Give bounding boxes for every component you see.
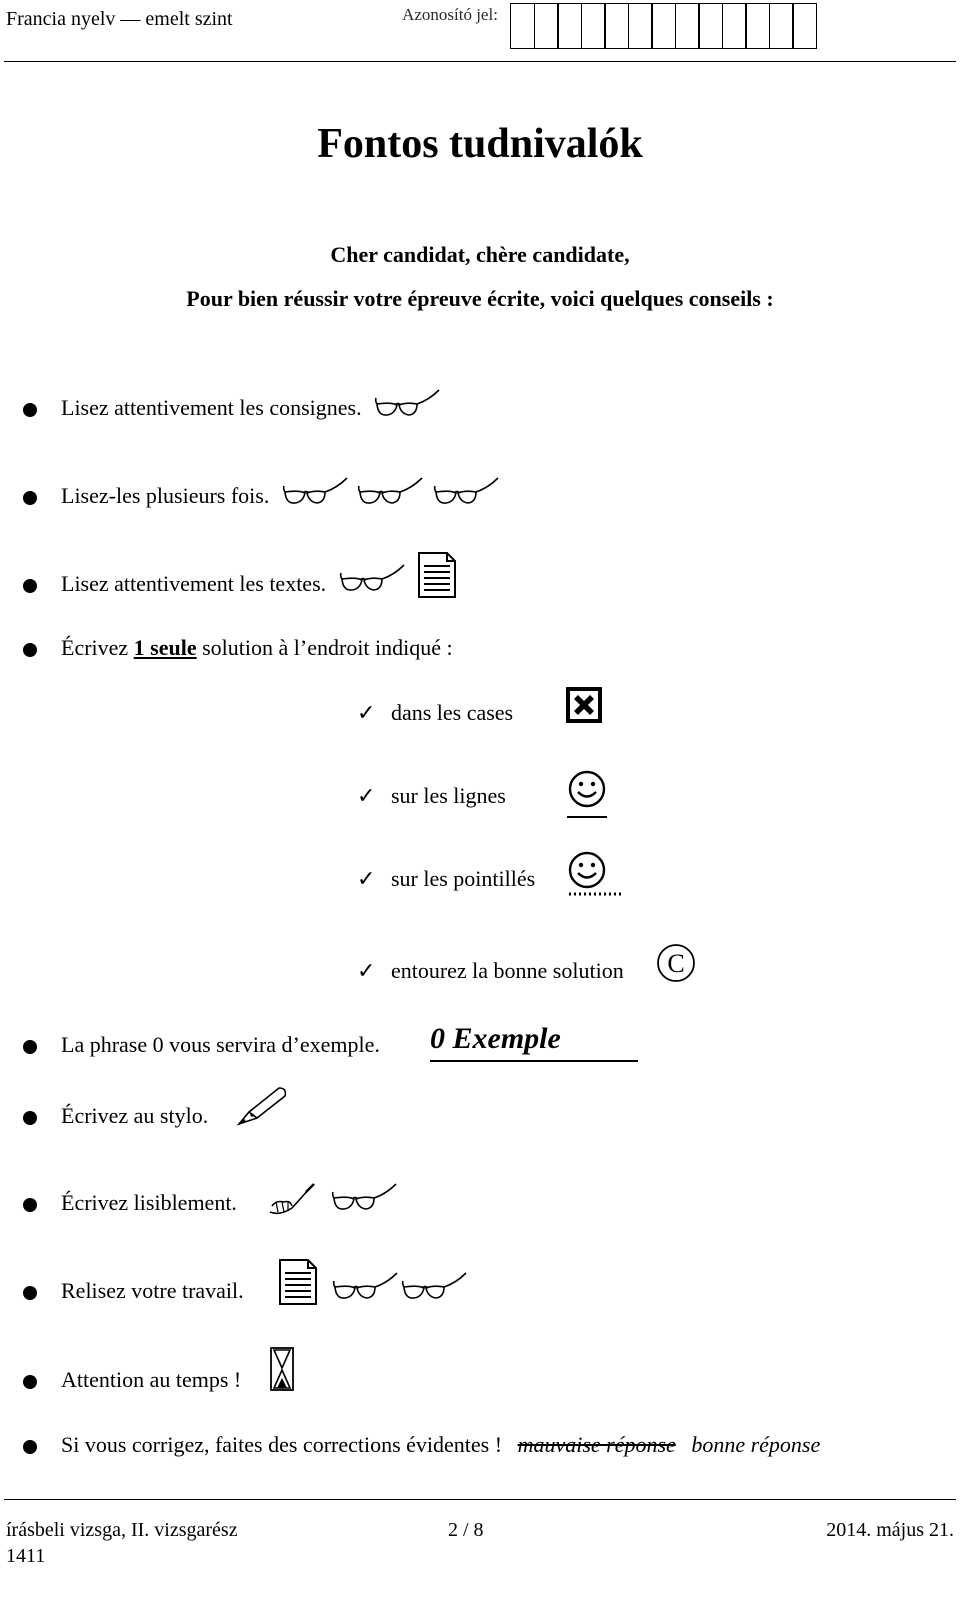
smiley-icon [565,767,609,819]
id-digit-box[interactable] [722,3,747,49]
glasses-icon [331,1271,401,1301]
item-pen: Écrivez au stylo. [61,1103,209,1128]
footer-date: 2014. május 21. [826,1519,954,1541]
footer-rule [4,1499,956,1500]
id-digit-box[interactable] [581,3,606,49]
bullet [23,491,37,505]
footer-exam: írásbeli vizsga, II. vizsgarész [6,1519,238,1541]
glasses-icon [338,563,408,593]
list-item [61,635,453,661]
copyright-circle-icon [655,942,697,984]
greeting-line-1: Cher candidat, chère candidate, [330,242,630,267]
item-legible: Écrivez lisiblement. [61,1190,237,1215]
id-digit-box[interactable] [675,3,700,49]
sub-dots-label: sur les pointillés [390,866,536,891]
bullet [23,1375,37,1389]
id-digit-box[interactable] [628,3,653,49]
bullet [23,1111,37,1125]
bullet [23,403,37,417]
item-example-sentence: La phrase 0 vous servira d’exemple. [61,1032,380,1057]
glasses-icon [400,1271,470,1301]
glasses-icon [356,476,426,506]
id-label: Azonosító jel: [402,5,498,24]
page-title: Fontos tudnivalók [317,121,643,167]
list-item [61,1190,237,1216]
checkmark-icon: ✓ [357,700,376,725]
glasses-icon [281,476,351,506]
item-read-instructions: Lisez attentivement les consignes. [61,395,362,420]
document-icon [417,551,457,599]
bullet [23,1286,37,1300]
glasses-icon [373,388,443,418]
item-time: Attention au temps ! [61,1367,242,1392]
sub-circle-label: entourez la bonne solution [390,958,624,983]
smiley-icon [565,850,623,898]
footer-code: 1411 [6,1545,46,1567]
id-digit-box[interactable] [651,3,676,49]
header-rule [4,61,956,62]
list-item [61,1367,241,1393]
example-sample [430,1022,638,1062]
sub-item-circle [357,958,624,984]
list-item [61,571,457,599]
writing-hand-icon [266,1182,318,1218]
hourglass-icon [269,1346,295,1392]
item-read-several: Lisez-les plusieurs fois. [61,483,270,508]
write-suffix: solution à l’endroit indiqué : [196,635,453,660]
id-digit-box[interactable] [698,3,723,49]
list-item [61,483,502,509]
id-digit-box[interactable] [745,3,770,49]
bullet [23,1040,37,1054]
right-answer: bonne réponse [691,1432,821,1457]
item-reread: Relisez votre travail. [61,1278,244,1303]
glasses-icon [330,1182,400,1212]
example-sample-text: 0 Exemple [430,1022,561,1055]
write-prefix: Écrivez [61,635,134,660]
id-digit-box[interactable] [557,3,582,49]
greeting-line-2: Pour bien réussir votre épreuve écrite, voici quelques conseils : [186,286,774,311]
id-digit-box[interactable] [604,3,629,49]
item-read-texts: Lisez attentivement les textes. [61,571,327,596]
list-item [61,1278,244,1304]
write-emphasis: 1 seule [133,635,197,660]
glasses-icon [432,476,502,506]
list-item [61,395,443,421]
footer-page: 2 / 8 [448,1519,484,1541]
item-corrections: Si vous corrigez, faites des corrections évidentes ! [61,1432,503,1457]
checked-box-icon [565,686,603,724]
pen-icon [235,1084,289,1128]
bullet [23,579,37,593]
id-digit-box[interactable] [769,3,794,49]
sub-item-dots [357,866,535,892]
list-item [61,1432,820,1458]
sub-boxes-label: dans les cases [390,700,514,725]
checkmark-icon: ✓ [357,866,376,891]
list-item [61,1032,380,1058]
id-digit-box[interactable] [792,3,817,49]
checkmark-icon: ✓ [357,958,376,983]
id-digit-box[interactable] [534,3,559,49]
sub-item-boxes [357,700,513,726]
sub-item-lines [357,783,506,809]
checkmark-icon: ✓ [357,783,376,808]
wrong-answer: mauvaise réponse [517,1432,676,1457]
document-icon [278,1258,318,1306]
id-digit-box[interactable] [510,3,535,49]
bullet [23,643,37,657]
list-item [61,1103,208,1129]
subject-header: Francia nyelv — emelt szint [6,8,233,30]
bullet [23,1440,37,1454]
bullet [23,1198,37,1212]
sub-lines-label: sur les lignes [390,783,506,808]
circle-letter: C [667,949,685,978]
id-boxes [510,3,816,49]
